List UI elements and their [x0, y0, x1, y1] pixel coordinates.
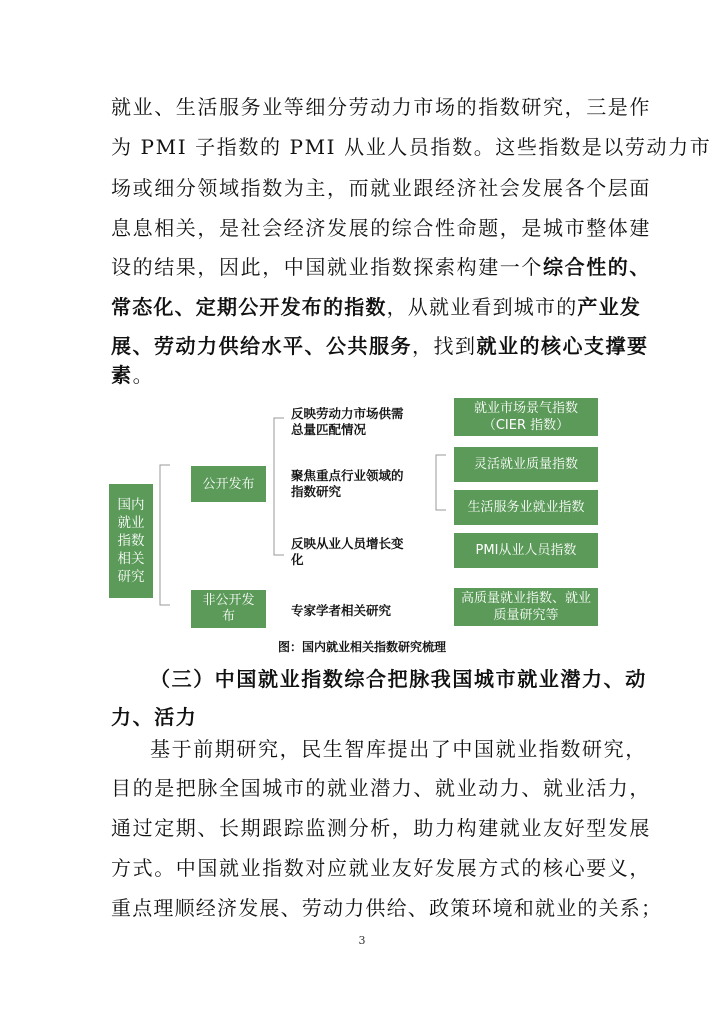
para1-line2: 为 PMI 子指数的 PMI 从业人员指数。这些指数是以劳动力市: [111, 135, 712, 159]
section-heading-line2: 力、活力: [111, 705, 198, 729]
para1-line7-bold-a: 展、劳动力供给水平、公共服务: [111, 334, 412, 358]
para1-line5-bold: 综合性的、: [543, 255, 651, 279]
para2-line5: 重点理顺经济发展、劳动力供给、政策环境和就业的关系；: [111, 896, 663, 920]
para2-line2: 目的是把脉全国城市的就业潜力、就业动力、就业活力，: [111, 776, 651, 800]
leaf-lifeservice: 生活服务业就业指数: [454, 490, 598, 525]
public-bracket: [274, 418, 284, 555]
para1-line6-bold-b: 产业发: [577, 295, 642, 319]
para1-line4: 息息相关，是社会经济发展的综合性命题，是城市整体建: [111, 216, 651, 240]
mid-item-supply: 反映劳动力市场供需 总量匹配情况: [291, 406, 404, 437]
mid-item-employee: 反映从业人员增长变 化: [291, 536, 404, 567]
branch-nonpublic-box: 非公开发 布: [191, 590, 266, 628]
root-box: 国内 就业 指数 相关 研究: [109, 484, 153, 598]
para2-line1: 基于前期研究，民生智库提出了中国就业指数研究，: [150, 737, 647, 761]
leaf-cier: 就业市场景气指数 （CIER 指数）: [454, 398, 598, 436]
leaf-pmi: PMI从业人员指数: [454, 533, 598, 568]
para1-line5-normal: 设的结果，因此，中国就业指数探索构建一个: [111, 255, 543, 279]
page-number: 3: [358, 934, 366, 947]
leaf-flexible: 灵活就业质量指数: [454, 447, 598, 482]
leaves-bracket: [436, 455, 446, 510]
root-bracket: [160, 465, 170, 605]
para2-line3: 通过定期、长期跟踪监测分析，助力构建就业友好型发展: [111, 816, 651, 840]
para1-line6-normal: ，从就业看到城市的: [386, 295, 578, 319]
para1-line3: 场或细分领域指数为主，而就业跟经济社会发展各个层面: [111, 176, 651, 200]
para1-line8-bold: 素: [111, 363, 133, 387]
mid-item-industry: 聚焦重点行业领域的 指数研究: [291, 468, 404, 499]
para2-line4: 方式。中国就业指数对应就业友好发展方式的核心要义，: [111, 856, 651, 880]
para1-line6-bold-a: 常态化、定期公开发布的指数: [111, 295, 387, 319]
section-heading-line1: （三）中国就业指数综合把脉我国城市就业潜力、动: [150, 667, 647, 691]
figure-caption: 图：国内就业相关指数研究梳理: [277, 640, 446, 654]
branch-public-box: 公开发布: [191, 466, 266, 502]
para1-line1: 就业、生活服务业等细分劳动力市场的指数研究，三是作: [111, 95, 651, 119]
para1-line7-normal: ，找到: [412, 334, 477, 358]
para1-line7-bold-b: 就业的核心支撑要: [476, 334, 649, 358]
para1-line8-normal: 。: [132, 363, 155, 387]
mid-item-experts: 专家学者相关研究: [291, 603, 392, 618]
leaf-highquality: 高质量就业指数、就业 质量研究等: [454, 588, 598, 626]
